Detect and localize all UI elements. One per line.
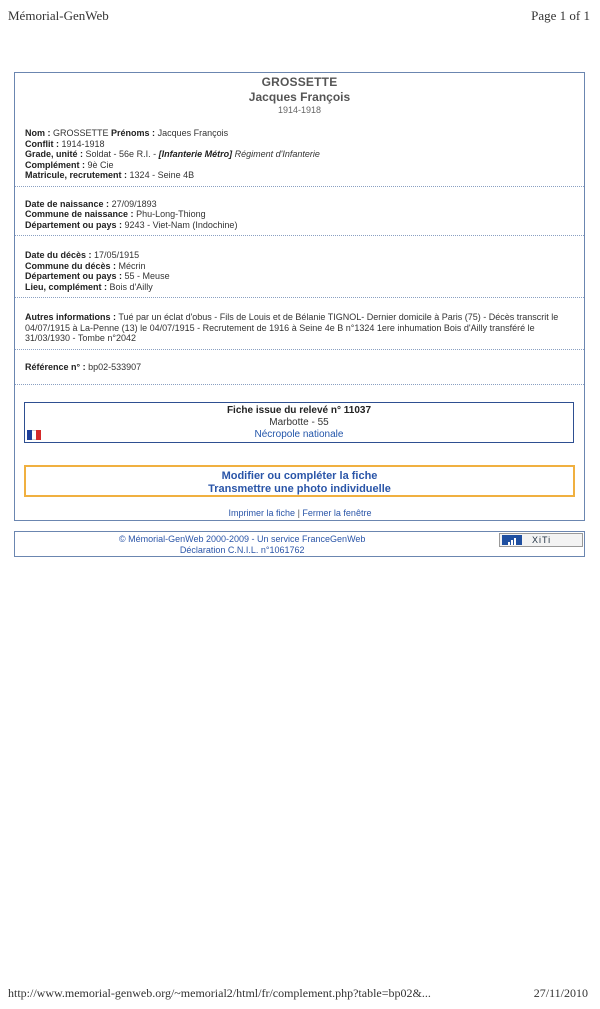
- grade-label: Grade, unité :: [25, 149, 84, 159]
- conflit-row: [25, 139, 574, 150]
- modify-box: [24, 465, 575, 497]
- naissance-commune-value: Phu-Long-Thiong: [136, 209, 206, 219]
- print-footer-date: 27/11/2010: [533, 986, 588, 1000]
- reference-section: [15, 350, 584, 386]
- print-header-site: Mémorial-GenWeb: [8, 8, 109, 23]
- naissance-date-label: Date de naissance :: [25, 198, 110, 209]
- complement-value: 9è Cie: [87, 159, 114, 170]
- releve-title: Fiche issue du relevé n° 11037: [226, 405, 372, 416]
- reference-label: Référence n° :: [25, 361, 86, 372]
- footer-copyright[interactable]: © Mémorial-GenWeb 2000-2009 - Un service FranceGenWeb: [119, 534, 366, 544]
- footer-cnil: Déclaration C.N.I.L. n°1061762: [179, 545, 305, 555]
- card-title: [15, 73, 584, 115]
- grade-value: Soldat - 56e R.I. -: [85, 149, 157, 159]
- naissance-dept-row: [25, 220, 574, 231]
- french-flag-icon: [27, 430, 41, 440]
- title-nom: GROSSETTE: [261, 75, 338, 89]
- title-prenoms: Jacques François: [248, 90, 351, 104]
- releve-place: Marbotte - 55: [269, 417, 329, 428]
- releve-box: [24, 402, 574, 443]
- grade-unit-name: Régiment d'Infanterie: [234, 149, 320, 159]
- deces-commune-label: Commune du décès :: [25, 260, 117, 271]
- nom-label: Nom :: [25, 128, 51, 138]
- deces-commune-value: Mécrin: [118, 260, 146, 271]
- conflit-label: Conflit :: [25, 138, 59, 149]
- prenoms-value: Jacques François: [157, 128, 229, 138]
- modify-link[interactable]: Modifier ou compléter la fiche: [221, 470, 378, 482]
- deces-dept-row: [25, 271, 574, 282]
- nom-value: GROSSETTE: [53, 128, 109, 138]
- print-footer-url: http://www.memorial-genweb.org/~memorial2/html/fr/complement.php?table=bp02&...: [8, 986, 431, 1000]
- deces-lieu-row: [25, 282, 574, 293]
- naissance-dept-label: Département ou pays :: [25, 219, 123, 230]
- deces-date-label: Date du décès :: [25, 250, 92, 260]
- footer-text: [119, 534, 365, 556]
- title-years: 1914-1918: [277, 105, 322, 115]
- close-link[interactable]: Fermer la fenêtre: [302, 508, 372, 518]
- deces-date-value: 17/05/1915: [94, 250, 140, 260]
- xiti-logo-icon: [502, 535, 522, 545]
- conflit-value: 1914-1918: [61, 138, 105, 149]
- naissance-date-row: [25, 199, 574, 210]
- fiche-card: [14, 72, 585, 521]
- grade-unit: [Infanterie Métro]: [158, 149, 233, 159]
- naissance-date-value: 27/09/1893: [111, 198, 157, 209]
- naissance-commune-label: Commune de naissance :: [25, 209, 134, 219]
- print-header-page: Page 1 of 1: [531, 8, 590, 23]
- matricule-label: Matricule, recrutement :: [25, 170, 128, 180]
- link-separator: |: [297, 508, 300, 518]
- xiti-badge[interactable]: [499, 533, 583, 547]
- nom-row: [25, 128, 574, 139]
- deces-commune-row: [25, 261, 574, 272]
- deces-dept-value: 55 - Meuse: [124, 271, 170, 281]
- xiti-label: XiTi: [532, 535, 552, 545]
- photo-link[interactable]: Transmettre une photo individuelle: [208, 483, 391, 495]
- deces-dept-label: Département ou pays :: [25, 271, 123, 281]
- prenoms-label: Prénoms :: [111, 128, 156, 138]
- deces-lieu-value: Bois d'Ailly: [109, 281, 153, 292]
- grade-row: [25, 149, 574, 160]
- reference-value: bp02-533907: [88, 361, 142, 372]
- complement-label: Complément :: [25, 159, 86, 170]
- autres-section: [15, 298, 584, 350]
- necropole-link[interactable]: Nécropole nationale: [254, 429, 344, 440]
- matricule-value: 1324 - Seine 4B: [129, 170, 195, 180]
- card-links: [0, 508, 600, 518]
- deces-lieu-label: Lieu, complément :: [25, 281, 108, 292]
- deces-section: [15, 236, 584, 298]
- naissance-section: [15, 187, 584, 237]
- deces-date-row: [25, 250, 574, 261]
- print-link[interactable]: Imprimer la fiche: [228, 508, 296, 518]
- naissance-commune-row: [25, 209, 574, 220]
- site-footer: [14, 531, 585, 557]
- identity-section: [15, 123, 584, 187]
- complement-row: [25, 160, 574, 171]
- autres-label: Autres informations :: [25, 312, 117, 322]
- matricule-row: [25, 170, 574, 181]
- autres-value: Tué par un éclat d'obus - Fils de Louis et de Bélanie TIGNOL- Dernier domicile à Paris (75) - Décès transcrit le 04/07/1915 à La-Penne (13) le 04/07/1915 - Recrutement de 1916 à Seine 4e B n°1324 1ere inhumation Bois d'Ailly transféré le 31/03/1930 - Tombe n°2042: [25, 312, 559, 343]
- naissance-dept-value: 9243 - Viet-Nam (Indochine): [124, 219, 238, 230]
